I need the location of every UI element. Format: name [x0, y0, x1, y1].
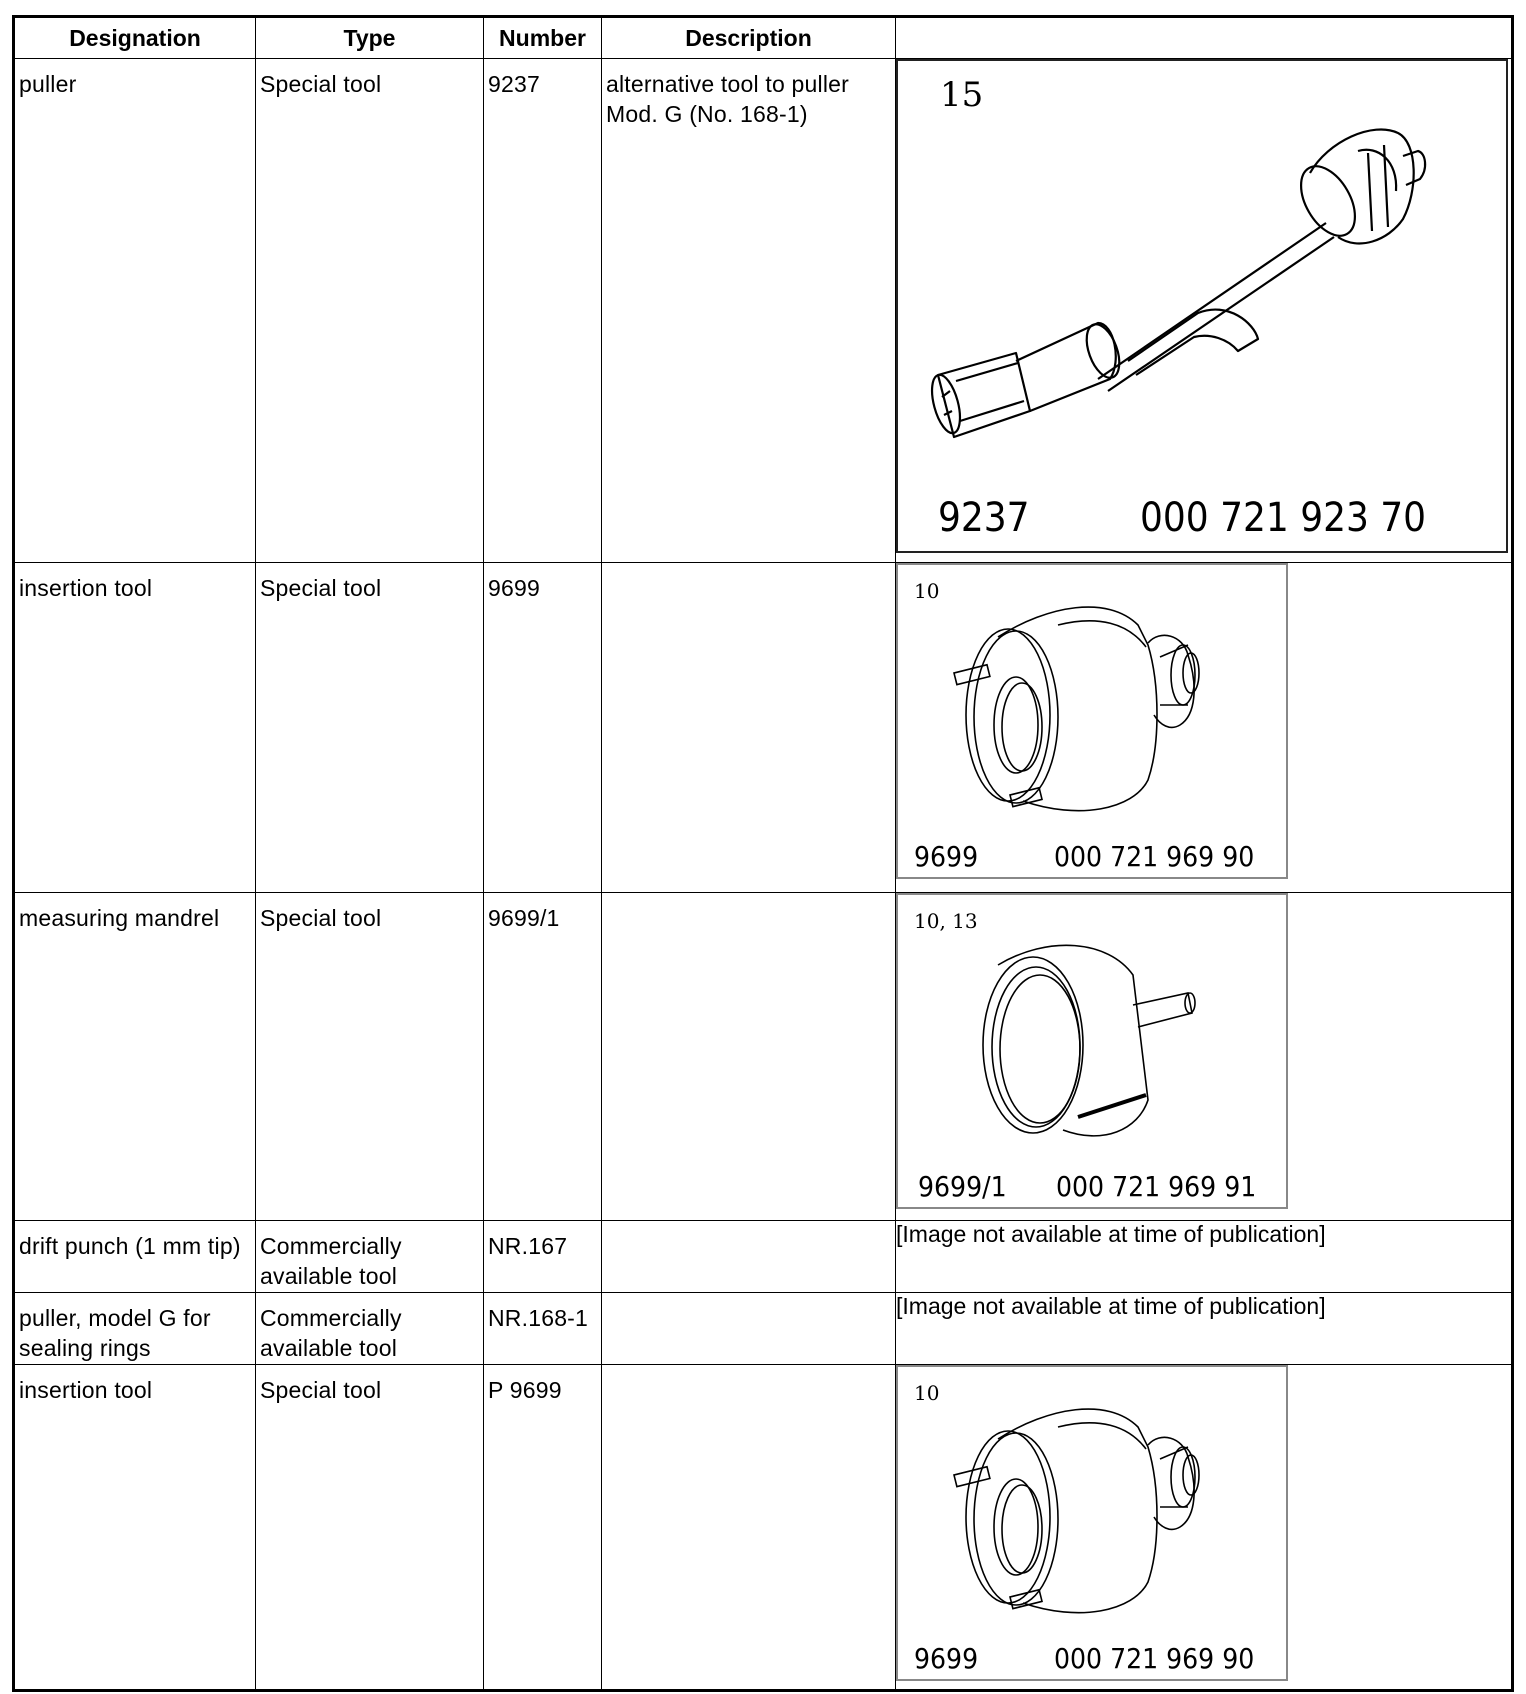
- image-cell: [896, 59, 1513, 563]
- type-cell: Special tool: [256, 893, 484, 1221]
- special-tools-table: [12, 15, 1514, 1692]
- insertion-tool-drawing-icon: [898, 565, 1286, 877]
- figure-number: 10, 13: [914, 909, 978, 933]
- designation-cell: insertion tool: [14, 1365, 256, 1691]
- table-row: [14, 563, 1513, 893]
- figure-number: 10: [914, 1381, 940, 1405]
- header-description: Description: [602, 17, 896, 59]
- image-unavailable-message: [Image not available at time of publication]: [896, 1221, 1513, 1293]
- header-type: Type: [256, 17, 484, 59]
- number-cell: 9699: [484, 563, 602, 893]
- tool-number-label: 9699: [914, 1642, 979, 1675]
- description-cell: [602, 563, 896, 893]
- insertion-tool-drawing-icon: [898, 1367, 1286, 1679]
- description-cell: [602, 893, 896, 1221]
- image-unavailable-message: [Image not available at time of publication]: [896, 1293, 1513, 1365]
- insertion-tool-illustration: [896, 563, 1288, 879]
- description-cell: [602, 1221, 896, 1293]
- number-cell: 9699/1: [484, 893, 602, 1221]
- part-number-label: 000 721 969 90: [1054, 840, 1255, 873]
- number-cell: NR.168-1: [484, 1293, 602, 1365]
- image-cell: [896, 1365, 1513, 1691]
- designation-cell: puller: [14, 59, 256, 563]
- image-cell: [896, 893, 1513, 1221]
- table-row: [14, 59, 1513, 563]
- table-row: [14, 893, 1513, 1221]
- type-cell: Special tool: [256, 1365, 484, 1691]
- figure-number: 15: [940, 75, 984, 115]
- type-cell: Commercially available tool: [256, 1221, 484, 1293]
- number-cell: 9237: [484, 59, 602, 563]
- puller-drawing-icon: [898, 61, 1506, 551]
- part-number-label: 000 721 969 91: [1056, 1170, 1257, 1203]
- table-header-row: [14, 17, 1513, 59]
- header-number: Number: [484, 17, 602, 59]
- designation-cell: measuring mandrel: [14, 893, 256, 1221]
- designation-cell: insertion tool: [14, 563, 256, 893]
- description-cell: [602, 1365, 896, 1691]
- description-cell: alternative tool to puller Mod. G (No. 168-1): [602, 59, 896, 563]
- description-cell: [602, 1293, 896, 1365]
- measuring-mandrel-drawing-icon: [898, 895, 1286, 1207]
- tool-number-label: 9699/1: [918, 1170, 1007, 1203]
- table-row: [14, 1293, 1513, 1365]
- tool-number-label: 9237: [938, 495, 1030, 541]
- part-number-label: 000 721 969 90: [1054, 1642, 1255, 1675]
- figure-number: 10: [914, 579, 940, 603]
- header-image: [896, 17, 1513, 59]
- table-row: [14, 1221, 1513, 1293]
- image-cell: [896, 563, 1513, 893]
- tool-number-label: 9699: [914, 840, 979, 873]
- type-cell: Special tool: [256, 59, 484, 563]
- insertion-tool-illustration: [896, 1365, 1288, 1681]
- type-cell: Commercially available tool: [256, 1293, 484, 1365]
- puller-illustration: [896, 59, 1508, 553]
- designation-cell: puller, model G for sealing rings: [14, 1293, 256, 1365]
- number-cell: P 9699: [484, 1365, 602, 1691]
- measuring-mandrel-illustration: [896, 893, 1288, 1209]
- designation-cell: drift punch (1 mm tip): [14, 1221, 256, 1293]
- number-cell: NR.167: [484, 1221, 602, 1293]
- type-cell: Special tool: [256, 563, 484, 893]
- part-number-label: 000 721 923 70: [1140, 495, 1427, 541]
- header-designation: Designation: [14, 17, 256, 59]
- table-row: [14, 1365, 1513, 1691]
